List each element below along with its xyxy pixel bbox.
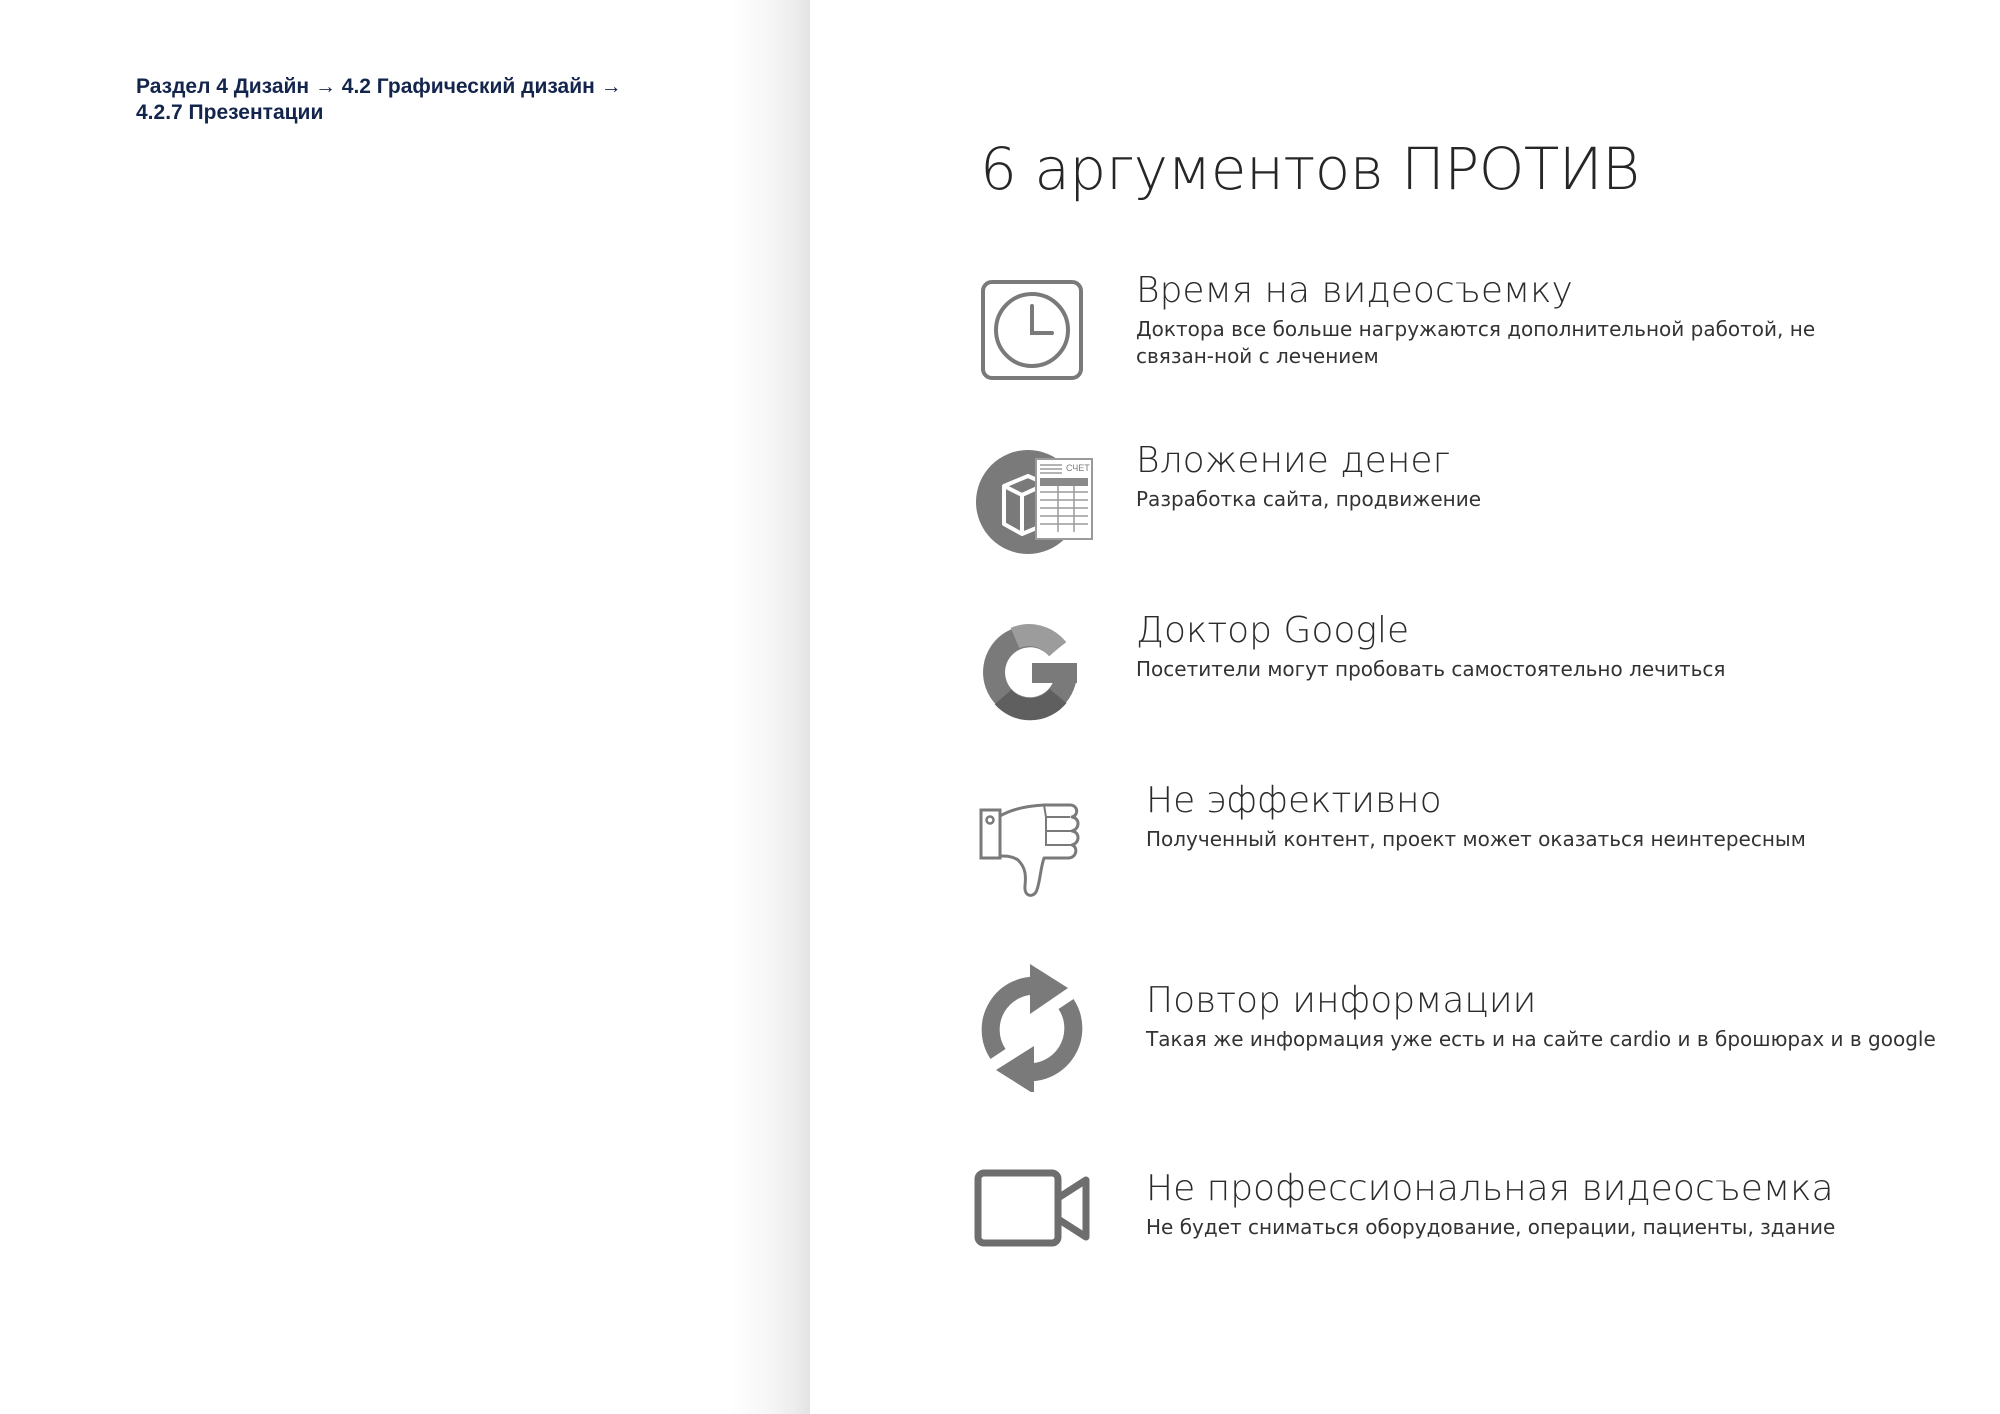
breadcrumb-line-2: 4.2.7 Презентации — [136, 101, 324, 124]
argument-text — [1146, 780, 1946, 853]
breadcrumb — [136, 74, 696, 126]
argument-item-repeat — [970, 962, 1970, 1082]
argument-title: Не эффективно — [1146, 780, 1442, 821]
left-page — [0, 0, 810, 1414]
argument-text — [1146, 980, 1966, 1053]
invoice-label: СЧЕТ — [1066, 463, 1090, 473]
page-title: 6 аргументов ПРОТИВ — [980, 135, 1640, 203]
breadcrumb-line-1: Раздел 4 Дизайн → 4.2 Графический дизайн → — [136, 75, 622, 98]
argument-description: Полученный контент, проект может оказаться неинтересным — [1146, 827, 1806, 851]
page-fold-shadow — [730, 0, 810, 1414]
argument-item-money — [970, 440, 1970, 560]
argument-text — [1146, 1168, 1946, 1241]
argument-item-ineffective — [970, 780, 1970, 900]
argument-text — [1136, 610, 1886, 683]
argument-description: Посетители могут пробовать самостоятельно лечиться — [1136, 657, 1726, 681]
argument-title: Время на видеосъемку — [1136, 270, 1573, 311]
argument-item-video — [970, 1160, 1970, 1280]
argument-description: Доктора все больше нагружаются дополнительной работой, не связан-ной с лечением — [1136, 317, 1816, 368]
argument-item-google — [970, 610, 1970, 730]
google-g-icon — [970, 610, 1090, 730]
argument-description: Такая же информация уже есть и на сайте cardio и в брошюрах и в google — [1146, 1027, 1936, 1051]
argument-item-time — [970, 270, 1970, 390]
argument-description: Не будет сниматься оборудование, операции, пациенты, здание — [1146, 1215, 1836, 1239]
argument-title: Не профессиональная видеосъемка — [1146, 1168, 1834, 1209]
argument-description: Разработка сайта, продвижение — [1136, 487, 1482, 511]
argument-text — [1136, 270, 1886, 370]
argument-text — [1136, 440, 1886, 513]
argument-title: Доктор Google — [1136, 610, 1410, 651]
argument-title: Вложение денег — [1136, 440, 1451, 481]
refresh-icon — [970, 962, 1090, 1082]
invoice-box-icon — [970, 440, 1090, 560]
clock-icon — [970, 270, 1090, 390]
video-camera-icon — [970, 1160, 1090, 1280]
argument-title: Повтор информации — [1146, 980, 1537, 1021]
thumbs-down-icon — [970, 780, 1090, 900]
